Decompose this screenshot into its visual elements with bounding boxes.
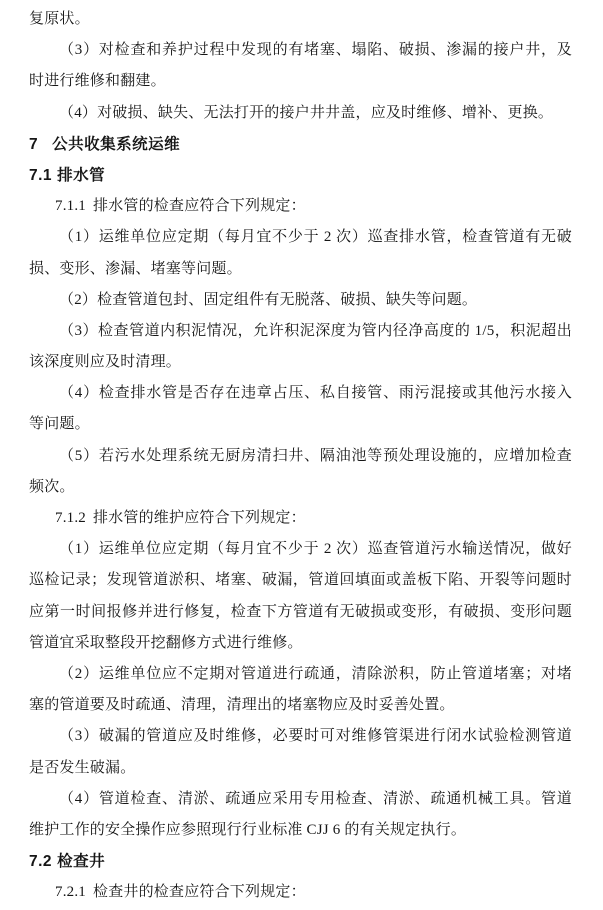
paragraph-line: 时进行维修和翻建。 — [29, 73, 166, 90]
clause-text: 排水管的检查应符合下列规定： — [93, 198, 306, 215]
paragraph-line: 管道宜采取整段开挖翻修方式进行维修。 — [29, 634, 303, 651]
paragraph-line: （3）破漏的管道应及时维修，必要时可对维修管渠进行闭水试验检测管道 — [59, 728, 572, 745]
paragraph-line: （1）运维单位应定期（每月宜不少于 2 次）巡查排水管，检查管道有无破 — [59, 229, 572, 246]
clause-number: 7.1.2 — [55, 510, 86, 526]
paragraph-line: （2）运维单位应不定期对管道进行疏通，清除淤积，防止管道堵塞；对堵 — [59, 665, 572, 682]
section-title: 公共收集系统运维 — [52, 135, 181, 153]
paragraph-line: （4）检查排水管是否存在违章占压、私自接管、雨污混接或其他污水接入 — [59, 385, 572, 402]
paragraph-line: 塞的管道要及时疏通、清理，清理出的堵塞物应及时妥善处置。 — [29, 697, 455, 714]
section-number: 7.1 — [29, 166, 53, 184]
paragraph-line: 是否发生破漏。 — [29, 759, 136, 776]
paragraph-line: （3）检查管道内积泥情况，允许积泥深度为管内径净高度的 1/5，积泥超出 — [59, 322, 572, 339]
paragraph-line: 等问题。 — [29, 416, 90, 433]
paragraph-line: （1）运维单位应定期（每月宜不少于 2 次）巡查管道污水输送情况，做好 — [59, 541, 572, 558]
paragraph-line: 复原状。 — [29, 11, 90, 27]
clause-number: 7.2.1 — [55, 884, 86, 901]
paragraph-line: （5）若污水处理系统无厨房清扫井、隔油池等预处理设施的，应增加检查 — [59, 447, 572, 464]
section-title: 排水管 — [57, 166, 106, 184]
paragraph-line: 频次。 — [29, 478, 75, 495]
section-number: 7.2 — [29, 853, 53, 871]
paragraph-line: 损、变形、渗漏、堵塞等问题。 — [29, 260, 242, 277]
section-title: 检查井 — [57, 853, 106, 871]
section-number: 7 — [29, 135, 39, 153]
paragraph-line: （2）检查管道包封、固定组件有无脱落、破损、缺失等问题。 — [59, 291, 478, 308]
clause-7-1-1 — [29, 191, 572, 222]
clause-7-1-2 — [29, 503, 572, 534]
section-heading-7-1 — [29, 160, 572, 191]
clause-text: 检查井的检查应符合下列规定： — [93, 884, 306, 901]
paragraph-line: 该深度则应及时清理。 — [29, 354, 182, 371]
paragraph-line: 维护工作的安全操作应参照现行行业标准 CJJ 6 的有关规定执行。 — [29, 821, 467, 838]
paragraph-line: （4）管道检查、清淤、疏通应采用专用检查、清淤、疏通机械工具。管道 — [59, 790, 572, 807]
clause-7-2-1 — [29, 877, 572, 908]
paragraph-line: 应第一时间报修并进行修复，检查下方管道有无破损或变形，有破损、变形问题 — [29, 603, 572, 620]
clause-number: 7.1.1 — [55, 198, 86, 215]
section-heading-7 — [29, 129, 572, 160]
paragraph-line: （4）对破损、缺失、无法打开的接户井井盖，应及时维修、增补、更换。 — [59, 104, 554, 121]
section-heading-7-2 — [29, 846, 572, 877]
clause-text: 排水管的维护应符合下列规定： — [93, 510, 306, 526]
paragraph-line: 巡检记录；发现管道淤积、堵塞、破漏，管道回填面或盖板下陷、开裂等问题时 — [29, 572, 572, 589]
paragraph-line: （3）对检查和养护过程中发现的有堵塞、塌陷、破损、渗漏的接户井，及 — [59, 42, 572, 59]
